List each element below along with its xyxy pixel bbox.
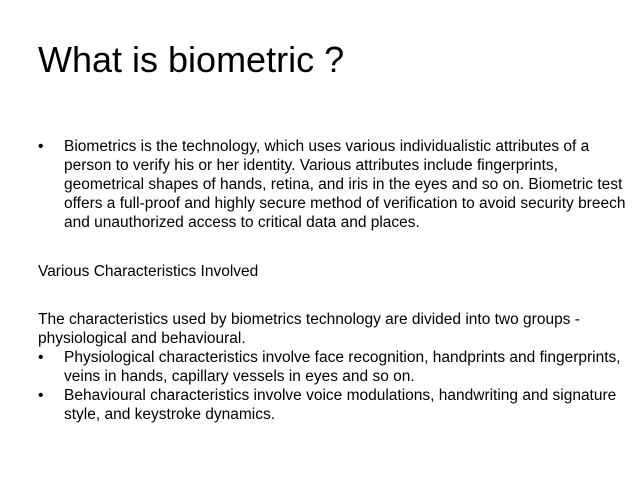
bullet-marker: • — [38, 138, 44, 155]
intro-bullet-text: Biometrics is the technology, which uses various individualistic attributes of a person to verify his or her identity. Various attributes include fingerprints, geometrical shapes of hands, retina, and iris in the eyes and so on. Biometric test offers a full-proof and highly secure method of verification to avoid security breech and unauthorized access to critical data and places. — [64, 138, 626, 231]
characteristics-intro: The characteristics used by biometrics technology are divided into two groups - physiological and behavioural. — [38, 311, 580, 347]
slide-body — [38, 137, 630, 424]
spacer — [38, 232, 630, 262]
bullet-marker: • — [38, 387, 44, 404]
intro-bullet — [38, 137, 630, 232]
behavioural-bullet — [38, 386, 630, 424]
section-heading: Various Characteristics Involved — [38, 263, 259, 280]
bullet-marker: • — [38, 349, 44, 366]
physiological-bullet-text: Physiological characteristics involve face recognition, handprints and fingerprints, veins in hands, capillary vessels in eyes and so on. — [64, 349, 621, 385]
spacer — [38, 281, 630, 310]
physiological-bullet — [38, 348, 630, 386]
slide-title: What is biometric ? — [38, 39, 345, 80]
behavioural-bullet-text: Behavioural characteristics involve voice modulations, handwriting and signature style, and keystroke dynamics. — [64, 387, 617, 423]
